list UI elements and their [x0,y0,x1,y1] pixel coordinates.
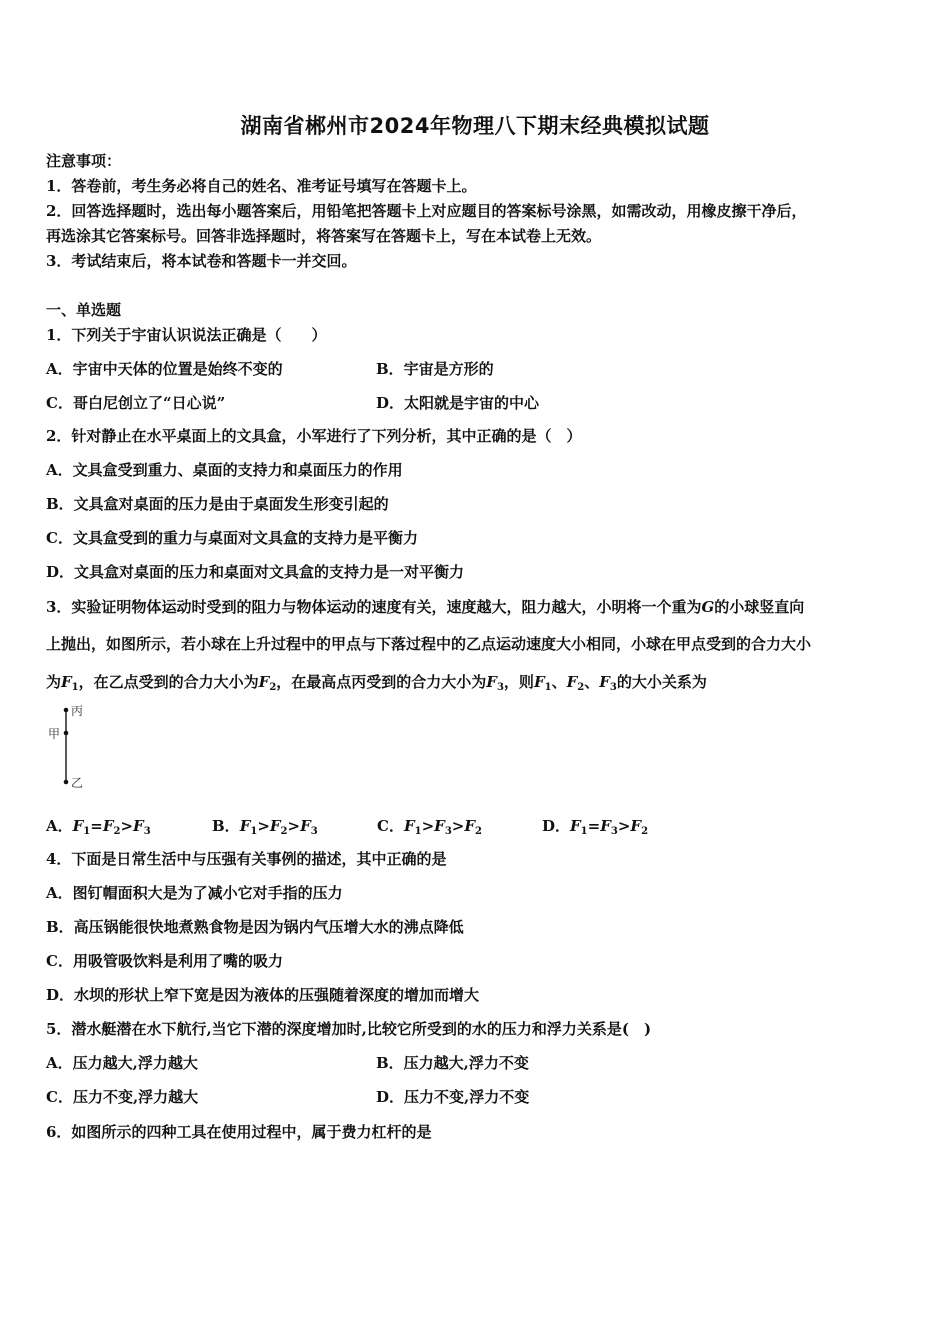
question-1-option-d: D．太阳就是宇宙的中心 [376,394,540,412]
question-3-option-b: B．$F_1>F_2>F_3$ [212,817,318,837]
question-5-option-b: B．压力越大,浮力不变 [376,1054,529,1072]
question-2-option-c: C．文具盒受到的重力与桌面对文具盒的支持力是平衡力 [46,529,418,547]
question-1-option-a: A．宇宙中天体的位置是始终不变的 [46,360,283,378]
question-4-option-a: A．图钉帽面积大是为了减小它对手指的压力 [46,884,343,902]
ball-trajectory-figure [46,702,106,794]
question-3-option-d: D．$F_1=F_3>F_2$ [542,817,649,837]
notice-item-2a: 2．回答选择题时，选出每小题答案后，用铅笔把答题卡上对应题目的答案标号涂黑，如需改动，用橡皮擦干净后， [46,202,807,220]
notice-heading: 注意事项： [46,152,122,170]
page-title: 湖南省郴州市2024年物理八下期末经典模拟试题 [240,114,710,138]
question-5-stem: 5．潜水艇潜在水下航行,当它下潜的深度增加时,比较它所受到的水的压力和浮力关系是( ) [46,1020,652,1038]
question-5-option-a: A．压力越大,浮力越大 [46,1054,198,1072]
label-bing: 丙 [71,704,84,718]
question-6-stem: 6．如图所示的四种工具在使用过程中，属于费力杠杆的是 [46,1123,432,1141]
question-1-option-b: B．宇宙是方形的 [376,360,494,378]
question-3-option-a: A．$F_1=F_2>F_3$ [46,817,151,837]
point-jia [64,731,69,736]
question-2-option-a: A．文具盒受到重力、桌面的支持力和桌面压力的作用 [46,461,403,479]
trajectory-svg [46,702,106,794]
question-2-option-b: B．文具盒对桌面的压力是由于桌面发生形变引起的 [46,495,389,513]
notice-item-1: 1．答卷前，考生务必将自己的姓名、准考证号填写在答题卡上。 [46,177,477,195]
notice-item-3: 3．考试结束后，将本试卷和答题卡一并交回。 [46,252,357,270]
question-2-option-d: D．文具盒对桌面的压力和桌面对文具盒的支持力是一对平衡力 [46,563,465,581]
question-3-line-2: 上抛出，如图所示，若小球在上升过程中的甲点与下落过程中的乙点运动速度大小相同，小球在甲点受到的合力大小 [46,635,812,653]
question-5-option-d: D．压力不变,浮力不变 [376,1088,530,1106]
question-2-stem: 2．针对静止在水平桌面上的文具盒，小军进行了下列分析，其中正确的是（ ） [46,427,582,445]
question-4-stem: 4．下面是日常生活中与压强有关事例的描述，其中正确的是 [46,850,447,868]
question-4-option-c: C．用吸管吸饮料是利用了嘴的吸力 [46,952,283,970]
question-3-line-3: 为$F_1$，在乙点受到的合力大小为$F_2$，在最高点丙受到的合力大小为$F_3$，则$F_1$、$F_2$、$F_3$的大小关系为 [46,673,707,693]
question-3-line-1: 3．实验证明物体运动时受到的阻力与物体运动的速度有关，速度越大，阻力越大，小明将一个重为G的小球竖直向 [46,598,805,616]
question-3-option-c: C．$F_1>F_3>F_2$ [377,817,482,837]
question-4-option-d: D．水坝的形状上窄下宽是因为液体的压强随着深度的增加而增大 [46,986,480,1004]
point-bing [64,708,69,713]
question-5-option-c: C．压力不变,浮力越大 [46,1088,199,1106]
question-1-stem: 1．下列关于宇宙认识说法正确是（ ） [46,326,327,344]
label-jia: 甲 [48,727,61,741]
question-1-option-c: C．哥白尼创立了“日心说” [46,394,226,412]
label-yi: 乙 [71,776,84,790]
notice-item-2b: 再选涂其它答案标号。回答非选择题时，将答案写在答题卡上，写在本试卷上无效。 [46,227,602,245]
section-heading: 一、单选题 [46,301,122,319]
question-4-option-b: B．高压锅能很快地煮熟食物是因为锅内气压增大水的沸点降低 [46,918,464,936]
point-yi [64,780,69,785]
